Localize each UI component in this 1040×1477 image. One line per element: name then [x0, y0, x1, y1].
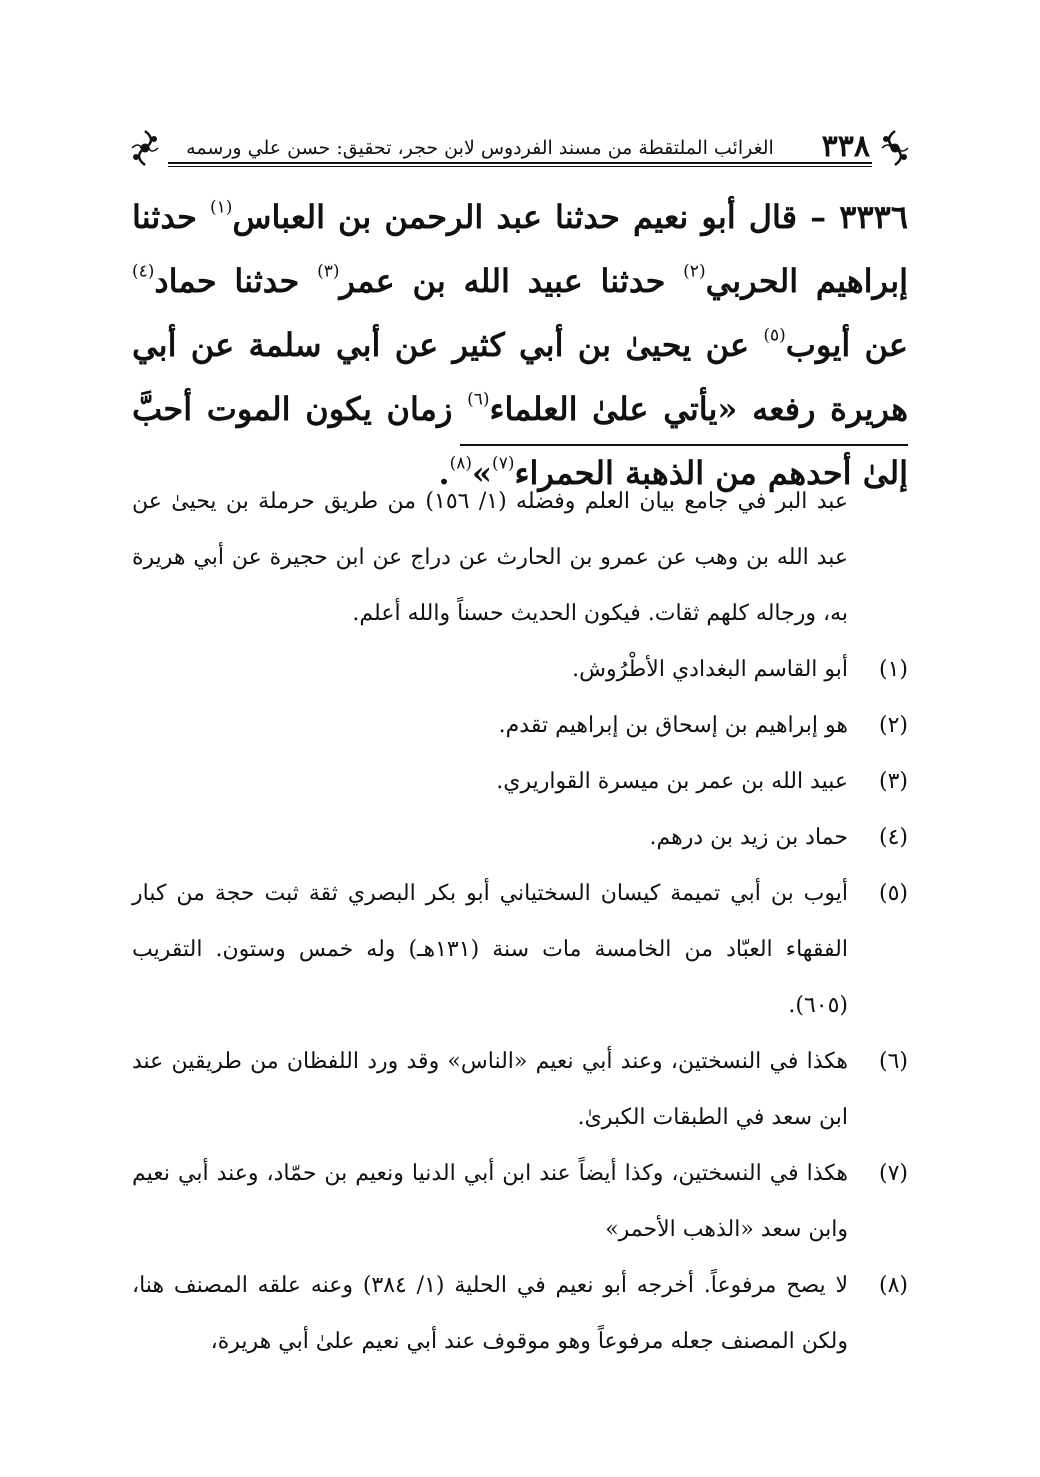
- footnote-ref: (٤): [132, 261, 155, 282]
- footnote-number: (٨): [878, 1273, 908, 1298]
- footnote-text: أبو القاسم البغدادي الأطْرُوش.: [572, 657, 848, 682]
- footnote-ref: (٦): [467, 389, 490, 410]
- footnote-number: (٧): [878, 1161, 908, 1186]
- footnote-item: [132, 866, 908, 1034]
- footnote-text: أيوب بن أبي تميمة كيسان السختياني أبو بكر البصري ثقة ثبت حجة من كبار الفقهاء العبّاد من الخامسة مات سنة (١٣١هـ) وله خمس وستون. التقريب (٦٠٥).: [132, 881, 848, 1018]
- ornament-left-icon: [128, 128, 162, 168]
- footnote-item: [132, 1258, 908, 1370]
- footnote-ref: (١): [209, 197, 233, 218]
- footnote-item: [132, 754, 908, 810]
- footnote-item: [132, 698, 908, 754]
- footnote-continuation: عبد البر في جامع بيان العلم وفضله (١/ ١٥٦) من طريق حرملة بن يحيىٰ عن عبد الله بن وهب عن عمرو بن الحارث عن دراج عن ابن حجيرة عن أبي هريرة به، ورجاله كلهم ثقات. فيكون الحديث حسناً والله أعلم.: [132, 489, 849, 626]
- hadith-segment: عن يحيىٰ بن أبي كثير عن أبي سلمة عن أبي هريرة رفعه «يأتي علىٰ العلماء: [132, 326, 908, 428]
- hadith-segment: .: [438, 454, 450, 492]
- footnotes: [132, 474, 908, 1370]
- footnote-number: (٣): [878, 769, 908, 794]
- footnote-number: (٥): [878, 881, 908, 906]
- footnote-ref: (٨): [449, 453, 473, 474]
- footnote-divider: [460, 444, 908, 446]
- footnote-item: [132, 642, 908, 698]
- hadith-segment: زمان يكون الموت أحبَّ إلىٰ أحدهم من الذهبة الحمراء: [132, 390, 908, 492]
- hadith-segment: حدثنا إبراهيم الحربي: [132, 198, 909, 300]
- hadith-text: [132, 185, 908, 505]
- footnote-text: هو إبراهيم بن إسحاق بن إبراهيم تقدم.: [498, 713, 848, 738]
- header-rule: [168, 162, 872, 167]
- hadith-segment: ٣٣٣٦ – قال أبو نعيم حدثنا عبد الرحمن بن العباس: [232, 198, 909, 236]
- footnote-number: (٤): [878, 825, 908, 850]
- ornament-right-icon: [878, 128, 912, 168]
- footnote-ref: (٧): [492, 453, 515, 474]
- footnote-text: هكذا في النسختين، وعند أبي نعيم «الناس» وقد ورد اللفظان من طريقين عند ابن سعد في الطبقات الكبرىٰ.: [132, 1049, 848, 1130]
- footnote-item: [132, 1034, 908, 1146]
- running-title: الغرائب الملتقطة من مسند الفردوس لابن حجر، تحقيق: حسن علي ورسمه: [186, 137, 774, 159]
- footnote-text: حماد بن زيد بن درهم.: [649, 825, 848, 850]
- hadith-segment: حدثنا حماد: [154, 262, 318, 300]
- footnote-number: (٢): [878, 713, 908, 738]
- hadith-segment: عن أيوب: [785, 326, 909, 364]
- page-header: [128, 128, 912, 168]
- page-number: ٣٣٨: [821, 129, 870, 164]
- footnote-item: [132, 810, 908, 866]
- footnote-ref: (٥): [763, 325, 786, 346]
- footnote-number: (١): [878, 657, 908, 682]
- footnote-item: [132, 1146, 908, 1258]
- footnote-number: (٦): [878, 1049, 908, 1074]
- hadith-segment: »: [472, 454, 493, 492]
- footnote-ref: (٢): [683, 261, 706, 282]
- footnote-text: لا يصح مرفوعاً. أخرجه أبو نعيم في الحلية (١/ ٣٨٤) وعنه علقه المصنف هنا، ولكن المصنف جعله مرفوعاً وهو موقوف عند أبي نعيم علىٰ أبي هريرة،: [132, 1273, 848, 1354]
- footnote-ref: (٣): [317, 261, 340, 282]
- hadith-segment: حدثنا عبيد الله بن عمر: [339, 262, 684, 300]
- footnote-text: عبيد الله بن عمر بن ميسرة القواريري.: [496, 769, 848, 794]
- footnote-text: هكذا في النسختين، وكذا أيضاً عند ابن أبي الدنيا ونعيم بن حمّاد، وعند أبي نعيم وابن سعد «الذهب الأحمر»: [132, 1161, 848, 1242]
